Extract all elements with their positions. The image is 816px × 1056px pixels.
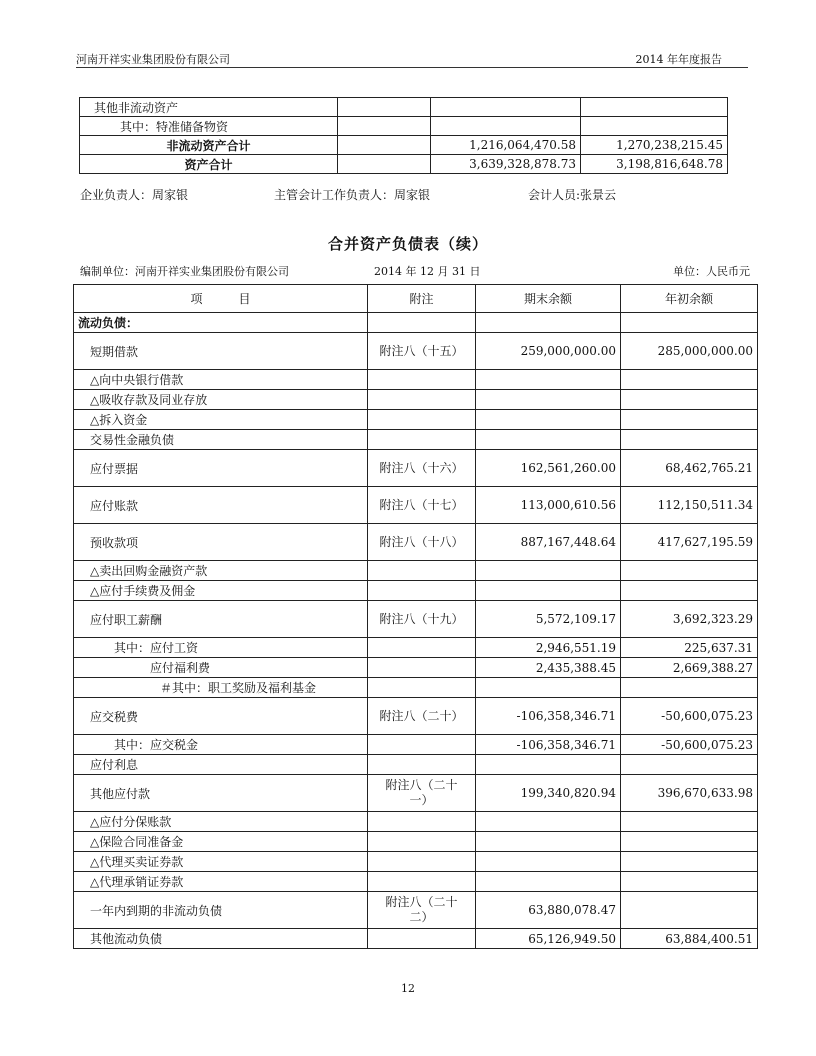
end-balance-cell: 3,639,328,878.73 <box>431 155 581 174</box>
end-balance-cell <box>476 678 621 698</box>
end-balance-cell: 113,000,610.56 <box>476 487 621 524</box>
item-cell: 应付福利费 <box>74 658 368 678</box>
begin-balance-cell <box>621 892 758 929</box>
liabilities-table <box>73 284 758 949</box>
begin-balance-cell: 68,462,765.21 <box>621 450 758 487</box>
table-row <box>74 410 758 430</box>
table-row <box>80 136 728 155</box>
page-number: 12 <box>401 982 415 995</box>
begin-balance-cell: 225,637.31 <box>621 638 758 658</box>
item-cell: △向中央银行借款 <box>74 370 368 390</box>
item-cell: △吸收存款及同业存放 <box>74 390 368 410</box>
preparing-entity: 编制单位：河南开祥实业集团股份有限公司 <box>80 265 289 278</box>
table-row <box>74 755 758 775</box>
column-header-note: 附注 <box>368 285 476 313</box>
statement-title: 合并资产负债表（续） <box>327 235 488 253</box>
begin-balance-cell <box>621 313 758 333</box>
table-row <box>74 678 758 698</box>
end-balance-cell <box>476 852 621 872</box>
accounting-head: 主管会计工作负责人：周家银 <box>274 188 431 202</box>
end-balance-cell: -106,358,346.71 <box>476 698 621 735</box>
item-cell: 流动负债： <box>74 313 368 333</box>
end-balance-cell <box>476 561 621 581</box>
item-cell: 非流动资产合计 <box>80 136 338 155</box>
end-balance-cell <box>476 755 621 775</box>
end-balance-cell <box>476 581 621 601</box>
end-balance-cell: 162,561,260.00 <box>476 450 621 487</box>
note-cell <box>368 313 476 333</box>
item-cell: ＃其中：职工奖励及福利基金 <box>74 678 368 698</box>
item-cell: 其他非流动资产 <box>80 98 338 117</box>
end-balance-cell: 2,946,551.19 <box>476 638 621 658</box>
table-row <box>74 333 758 370</box>
note-cell: 附注八（二十一） <box>368 775 476 812</box>
begin-balance-cell: 2,669,388.27 <box>621 658 758 678</box>
note-cell <box>338 136 431 155</box>
end-balance-cell: 63,880,078.47 <box>476 892 621 929</box>
table-row <box>80 155 728 174</box>
note-cell <box>338 117 431 136</box>
note-cell <box>368 370 476 390</box>
item-cell: 应付账款 <box>74 487 368 524</box>
begin-balance-cell: 63,884,400.51 <box>621 929 758 949</box>
note-cell: 附注八（十八） <box>368 524 476 561</box>
signature-line <box>80 186 740 202</box>
table-row <box>74 450 758 487</box>
table-row <box>74 601 758 638</box>
item-cell: 其中：应交税金 <box>74 735 368 755</box>
note-cell: 附注八（十五） <box>368 333 476 370</box>
end-balance-cell: 259,000,000.00 <box>476 333 621 370</box>
end-balance-cell: 887,167,448.64 <box>476 524 621 561</box>
item-cell: 其中：特准储备物资 <box>80 117 338 136</box>
note-cell <box>368 410 476 430</box>
header-report: 2014 年年度报告 <box>635 53 722 66</box>
begin-balance-cell: -50,600,075.23 <box>621 698 758 735</box>
table-row <box>74 430 758 450</box>
table-row <box>80 117 728 136</box>
legal-representative: 企业负责人：周家银 <box>80 188 189 202</box>
column-header-end: 期末余额 <box>476 285 621 313</box>
begin-balance-cell <box>621 872 758 892</box>
item-cell: 一年内到期的非流动负债 <box>74 892 368 929</box>
currency-unit: 单位：人民币元 <box>673 265 750 278</box>
end-balance-cell <box>476 430 621 450</box>
note-cell <box>368 812 476 832</box>
begin-balance-cell <box>621 755 758 775</box>
begin-balance-cell <box>621 812 758 832</box>
begin-balance-cell <box>621 410 758 430</box>
note-cell: 附注八（二十） <box>368 698 476 735</box>
begin-balance-cell <box>621 370 758 390</box>
table-row <box>74 775 758 812</box>
end-balance-cell <box>431 117 581 136</box>
note-cell <box>368 678 476 698</box>
end-balance-cell: -106,358,346.71 <box>476 735 621 755</box>
item-cell: △应付手续费及佣金 <box>74 581 368 601</box>
note-cell <box>368 581 476 601</box>
end-balance-cell <box>476 832 621 852</box>
begin-balance-cell <box>621 678 758 698</box>
end-balance-cell <box>476 410 621 430</box>
item-cell: 应交税费 <box>74 698 368 735</box>
item-cell: 其中：应付工资 <box>74 638 368 658</box>
item-cell: △代理承销证券款 <box>74 872 368 892</box>
item-cell: △应付分保账款 <box>74 812 368 832</box>
note-cell <box>368 561 476 581</box>
begin-balance-cell: -50,600,075.23 <box>621 735 758 755</box>
table-row <box>74 524 758 561</box>
accountant: 会计人员:张景云 <box>528 188 617 202</box>
begin-balance-cell: 3,198,816,648.78 <box>581 155 728 174</box>
note-cell <box>368 430 476 450</box>
note-cell <box>368 872 476 892</box>
note-cell: 附注八（二十二） <box>368 892 476 929</box>
note-cell <box>368 658 476 678</box>
item-cell: △拆入资金 <box>74 410 368 430</box>
header-company: 河南开祥实业集团股份有限公司 <box>76 53 230 66</box>
table-row <box>74 698 758 735</box>
table-row <box>74 638 758 658</box>
begin-balance-cell: 112,150,511.34 <box>621 487 758 524</box>
note-cell <box>368 852 476 872</box>
note-cell: 附注八（十七） <box>368 487 476 524</box>
end-balance-cell <box>476 313 621 333</box>
end-balance-cell <box>431 98 581 117</box>
begin-balance-cell <box>581 117 728 136</box>
table-row <box>74 370 758 390</box>
table-row <box>74 812 758 832</box>
begin-balance-cell: 1,270,238,215.45 <box>581 136 728 155</box>
item-cell: 应付利息 <box>74 755 368 775</box>
note-cell: 附注八（十九） <box>368 601 476 638</box>
table-row <box>74 581 758 601</box>
table-row <box>74 735 758 755</box>
begin-balance-cell: 285,000,000.00 <box>621 333 758 370</box>
begin-balance-cell: 396,670,633.98 <box>621 775 758 812</box>
item-cell: 资产合计 <box>80 155 338 174</box>
note-cell <box>338 155 431 174</box>
begin-balance-cell <box>621 561 758 581</box>
item-cell: 应付职工薪酬 <box>74 601 368 638</box>
begin-balance-cell: 417,627,195.59 <box>621 524 758 561</box>
begin-balance-cell <box>621 430 758 450</box>
table-row <box>74 892 758 929</box>
table-row <box>74 832 758 852</box>
begin-balance-cell <box>621 581 758 601</box>
note-cell <box>368 832 476 852</box>
note-cell <box>368 735 476 755</box>
end-balance-cell: 65,126,949.50 <box>476 929 621 949</box>
note-cell <box>368 929 476 949</box>
end-balance-cell: 199,340,820.94 <box>476 775 621 812</box>
table-header-row <box>74 285 758 313</box>
end-balance-cell <box>476 872 621 892</box>
begin-balance-cell <box>621 832 758 852</box>
item-cell: 短期借款 <box>74 333 368 370</box>
table-row <box>74 487 758 524</box>
begin-balance-cell <box>621 852 758 872</box>
note-cell <box>368 638 476 658</box>
item-cell: △代理买卖证券款 <box>74 852 368 872</box>
item-cell: 交易性金融负债 <box>74 430 368 450</box>
begin-balance-cell <box>581 98 728 117</box>
item-cell: 其他应付款 <box>74 775 368 812</box>
end-balance-cell: 2,435,388.45 <box>476 658 621 678</box>
begin-balance-cell: 3,692,323.29 <box>621 601 758 638</box>
item-cell: 预收款项 <box>74 524 368 561</box>
column-header-item: 项 目 <box>74 285 368 313</box>
note-cell <box>338 98 431 117</box>
note-cell: 附注八（十六） <box>368 450 476 487</box>
end-balance-cell: 1,216,064,470.58 <box>431 136 581 155</box>
statement-date: 2014 年 12 月 31 日 <box>374 265 481 278</box>
item-cell: △保险合同准备金 <box>74 832 368 852</box>
table-row <box>74 390 758 410</box>
statement-meta <box>80 263 750 279</box>
table-row <box>74 658 758 678</box>
item-cell: 其他流动负债 <box>74 929 368 949</box>
note-cell <box>368 390 476 410</box>
column-header-begin: 年初余额 <box>621 285 758 313</box>
table-row <box>74 929 758 949</box>
table-row <box>74 561 758 581</box>
end-balance-cell <box>476 370 621 390</box>
item-cell: △卖出回购金融资产款 <box>74 561 368 581</box>
end-balance-cell: 5,572,109.17 <box>476 601 621 638</box>
item-cell: 应付票据 <box>74 450 368 487</box>
note-cell <box>368 755 476 775</box>
table-row <box>74 313 758 333</box>
asset-totals-table <box>79 97 728 174</box>
begin-balance-cell <box>621 390 758 410</box>
end-balance-cell <box>476 812 621 832</box>
table-row <box>74 852 758 872</box>
end-balance-cell <box>476 390 621 410</box>
page-header <box>76 48 748 68</box>
table-row <box>74 872 758 892</box>
table-row <box>80 98 728 117</box>
